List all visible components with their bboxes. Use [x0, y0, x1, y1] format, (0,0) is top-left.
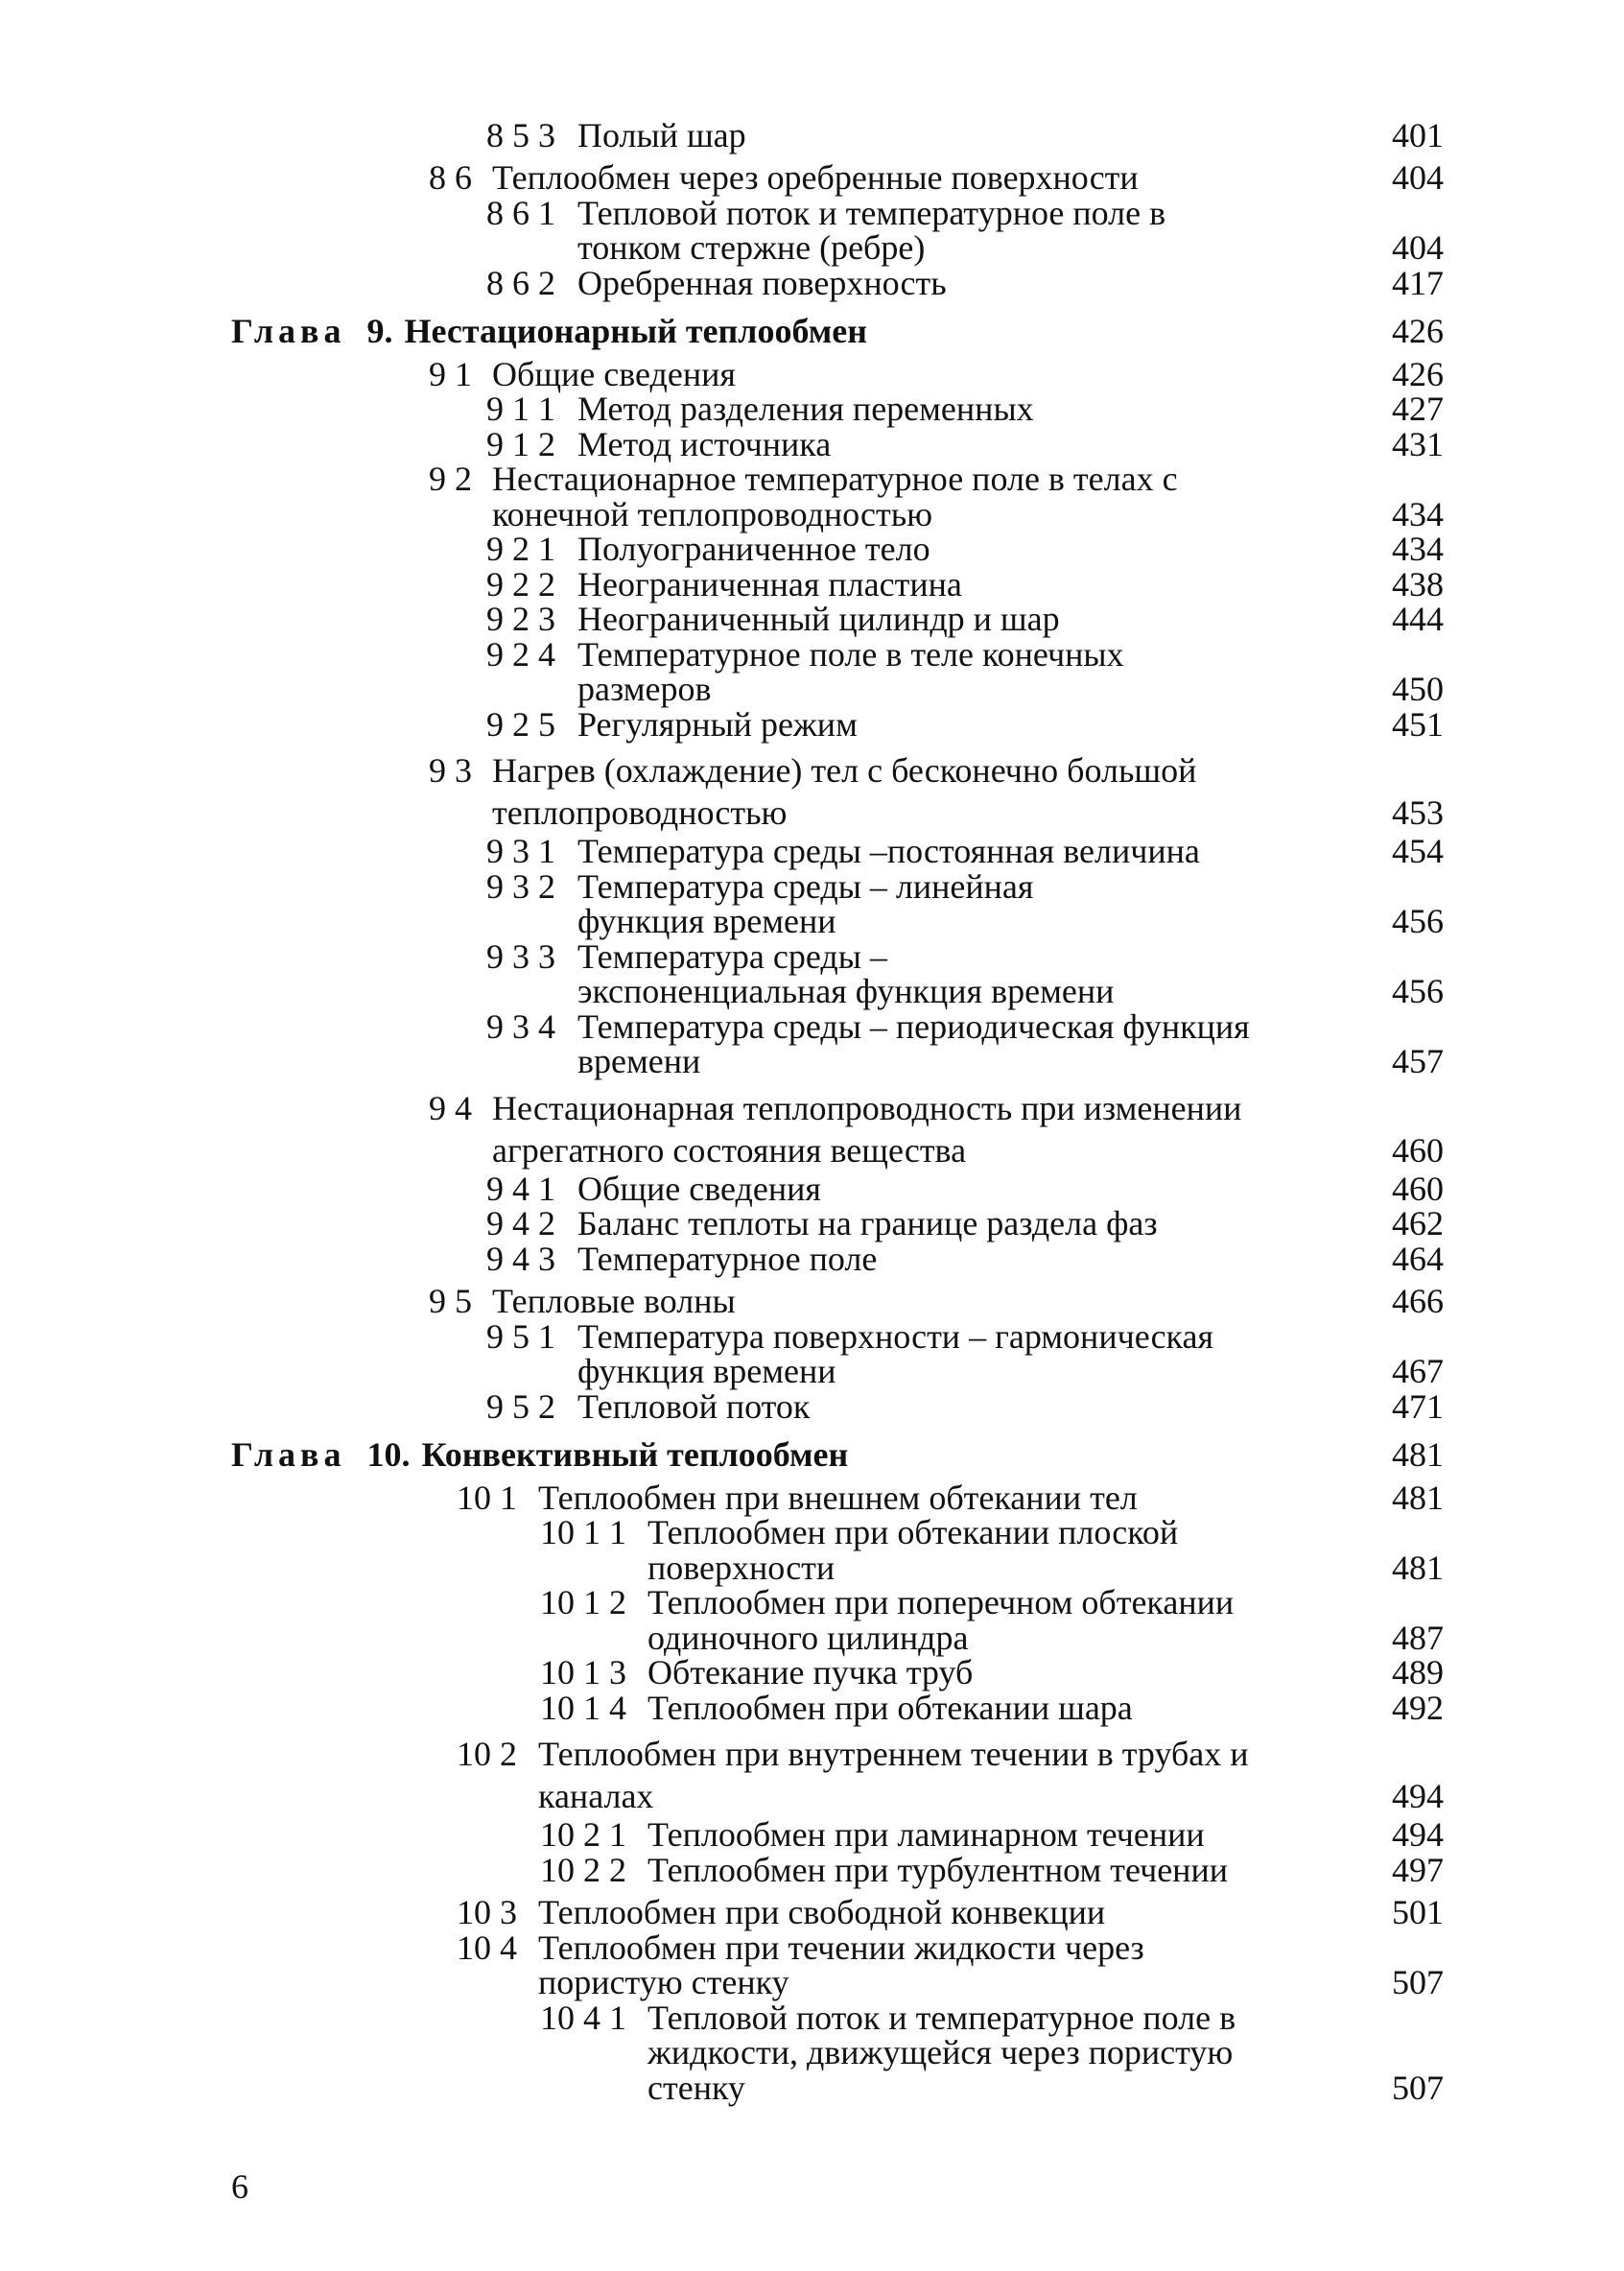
section-title: Теплообмен при турбулентном течении	[647, 1850, 1228, 1889]
section-number: 10 4 1	[540, 1998, 626, 2037]
section-title: Теплообмен при внешнем обтекании тел	[538, 1478, 1138, 1517]
chapter-label: Глава	[231, 312, 346, 350]
section-number: 9 2	[429, 460, 472, 498]
section-number: 10 1 3	[540, 1653, 626, 1691]
toc-entry	[231, 354, 1469, 393]
section-title: Температурное поле в теле конечных размеров	[577, 634, 1124, 708]
toc-entry	[231, 1655, 1469, 1691]
toc-entry	[231, 1006, 1469, 1080]
toc-entry	[231, 1515, 1469, 1585]
toc-entry	[231, 424, 1469, 463]
page-number: 444	[1392, 600, 1444, 638]
section-title: Тепловой поток и температурное поле в тонком стержне (ребре)	[577, 193, 1166, 267]
page-number: 507	[1392, 2068, 1444, 2107]
section-number: 9 2 2	[486, 564, 555, 603]
page-number: 489	[1392, 1653, 1444, 1691]
page-number: 487	[1392, 1618, 1444, 1657]
toc-entry	[231, 1930, 1469, 2000]
page-number: 481	[1392, 1548, 1444, 1587]
section-number: 9 3 1	[486, 832, 555, 870]
toc-entry	[231, 1316, 1469, 1390]
toc-entry	[231, 263, 1469, 302]
section-title: Полый шар	[577, 115, 746, 154]
section-title: Температура среды – линейная функция времени	[577, 866, 1034, 940]
page-number: 464	[1392, 1239, 1444, 1278]
chapter-number: 9.	[366, 312, 393, 350]
page-number: 466	[1392, 1282, 1444, 1320]
toc-entry	[231, 602, 1469, 637]
chapter-title: Конвективный теплообмен	[421, 1435, 849, 1474]
section-number: 9 3 4	[486, 1006, 555, 1046]
section-number: 9 2 1	[486, 530, 555, 568]
section-number: 9 4 1	[486, 1169, 555, 1208]
section-title: Метод разделения переменных	[577, 390, 1034, 428]
section-number: 8 6	[429, 158, 472, 197]
section-title: Теплообмен при обтекании шара	[647, 1688, 1133, 1727]
toc-entry	[231, 1817, 1469, 1853]
section-title: Нагрев (охлаждение) тел с бесконечно большой теплопроводностью	[492, 751, 1197, 832]
page-number: 451	[1392, 704, 1444, 744]
section-number: 9 2 3	[486, 600, 555, 638]
page-number: 426	[1392, 354, 1444, 393]
page-number: 417	[1392, 263, 1444, 302]
toc-entry	[231, 461, 1469, 532]
page-number: 438	[1392, 564, 1444, 603]
chapter-heading	[231, 1437, 1469, 1473]
page-number: 434	[1392, 530, 1444, 568]
page-number: 450	[1392, 670, 1444, 708]
chapter-label: Глава	[231, 1435, 346, 1474]
section-title: Оребренная поверхность	[577, 263, 947, 302]
section-number: 9 1	[429, 354, 472, 393]
section-number: 9 2 4	[486, 634, 555, 674]
section-title: Теплообмен при внутреннем течении в трубах и каналах	[538, 1735, 1249, 1815]
section-number: 9 4	[429, 1088, 472, 1127]
section-number: 10 2	[457, 1735, 517, 1773]
section-title: Регулярный режим	[577, 704, 858, 744]
toc-entry	[231, 193, 1469, 267]
toc-entry	[231, 2000, 1469, 2106]
page-number: 427	[1392, 390, 1444, 428]
section-title: Нестационарное температурное поле в телах с конечной теплопроводностью	[492, 460, 1178, 533]
page-number: 404	[1392, 228, 1444, 267]
toc-entry	[231, 116, 1469, 153]
section-number: 10 1 4	[540, 1688, 626, 1727]
toc-entry	[231, 749, 1469, 834]
page-number: 454	[1392, 832, 1444, 870]
section-title: Общие сведения	[577, 1169, 821, 1208]
section-title: Неограниченный цилиндр и шар	[577, 600, 1060, 638]
section-title: Теплообмен при ламинарном течении	[647, 1815, 1205, 1854]
section-number: 9 1 1	[486, 390, 555, 428]
page-footer-number: 6	[231, 2167, 248, 2206]
page-number: 457	[1392, 1042, 1444, 1080]
section-number: 8 6 1	[486, 193, 555, 232]
section-title: Обтекание пучка труб	[647, 1653, 974, 1691]
section-title: Тепловые волны	[492, 1282, 736, 1320]
section-title: Температурное поле	[577, 1239, 878, 1278]
section-number: 9 3	[429, 751, 472, 790]
section-title: Теплообмен при обтекании плоской поверхности	[647, 1513, 1179, 1587]
section-number: 10 3	[457, 1893, 517, 1931]
section-title: Теплообмен при поперечном обтекании одиночного цилиндра	[647, 1583, 1235, 1657]
page-number: 494	[1392, 1815, 1444, 1854]
section-title: Температура среды – экспоненциальная функция времени	[577, 936, 1115, 1010]
page-number: 426	[1392, 312, 1444, 350]
section-number: 9 4 3	[486, 1239, 555, 1278]
page-number: 456	[1392, 972, 1444, 1010]
toc-entry	[231, 1386, 1469, 1426]
section-title: Баланс теплоты на границе раздела фаз	[577, 1204, 1158, 1242]
toc-entry	[231, 391, 1469, 427]
section-title: Общие сведения	[492, 354, 736, 393]
section-number: 9 5	[429, 1282, 472, 1320]
toc-entry	[231, 1585, 1469, 1655]
section-number: 9 1 2	[486, 424, 555, 463]
page-number: 453	[1392, 793, 1444, 832]
page-number: 456	[1392, 902, 1444, 940]
page-number: 401	[1392, 115, 1444, 154]
section-number: 10 4	[457, 1928, 517, 1967]
page-number: 507	[1392, 1963, 1444, 2001]
toc-entry	[231, 1733, 1469, 1817]
section-number: 9 5 1	[486, 1316, 555, 1356]
toc-entry	[231, 532, 1469, 567]
toc-entry	[231, 1206, 1469, 1242]
page-number: 501	[1392, 1893, 1444, 1931]
toc-entry	[231, 704, 1469, 744]
page-number: 460	[1392, 1130, 1444, 1170]
toc-entry	[231, 866, 1469, 940]
chapter-number: 10.	[366, 1435, 411, 1474]
section-number: 10 1 2	[540, 1583, 626, 1621]
section-number: 10 1	[457, 1478, 517, 1517]
toc-entry	[231, 1480, 1469, 1516]
section-number: 9 3 3	[486, 936, 555, 976]
section-title: Температура среды – периодическая функция времени	[577, 1006, 1250, 1080]
page-number: 471	[1392, 1386, 1444, 1426]
toc-entry	[231, 1284, 1469, 1319]
section-title: Температура среды –постоянная величина	[577, 832, 1200, 870]
section-number: 10 1 1	[540, 1513, 626, 1551]
section-title: Теплообмен через оребренные поверхности	[492, 158, 1139, 197]
toc-entry	[231, 160, 1469, 196]
page-number: 434	[1392, 494, 1444, 533]
page-number: 481	[1392, 1478, 1444, 1517]
toc-entry	[231, 1850, 1469, 1889]
section-number: 10 2 2	[540, 1850, 626, 1889]
chapter-heading	[231, 314, 1469, 349]
page-number: 467	[1392, 1352, 1444, 1390]
section-title: Тепловой поток	[577, 1386, 811, 1426]
toc-entry	[231, 834, 1469, 869]
section-title: Тепловой поток и температурное поле в жидкости, движущейся через пористую стенку	[647, 1998, 1236, 2107]
toc-entry	[231, 634, 1469, 708]
section-number: 9 4 2	[486, 1204, 555, 1242]
section-number: 9 5 2	[486, 1386, 555, 1426]
toc-entry	[231, 1087, 1469, 1171]
toc-entry	[231, 1688, 1469, 1727]
page-number: 492	[1392, 1688, 1444, 1727]
page-number: 497	[1392, 1850, 1444, 1889]
section-number: 8 6 2	[486, 263, 555, 302]
section-number: 9 2 5	[486, 704, 555, 744]
section-number: 10 2 1	[540, 1815, 626, 1854]
section-title: Теплообмен при свободной конвекции	[538, 1893, 1106, 1931]
chapter-title: Нестационарный теплообмен	[404, 312, 867, 350]
section-title: Нестационарная теплопроводность при изменении агрегатного состояния вещества	[492, 1088, 1242, 1170]
page-number: 460	[1392, 1169, 1444, 1208]
section-title: Метод источника	[577, 424, 832, 463]
toc-entry	[231, 1895, 1469, 1930]
toc-entry	[231, 1171, 1469, 1207]
section-title: Полуограниченное тело	[577, 530, 930, 568]
page-number: 481	[1392, 1435, 1444, 1474]
page-number: 494	[1392, 1777, 1444, 1815]
page-number: 404	[1392, 158, 1444, 197]
toc-entry	[231, 936, 1469, 1010]
section-number: 8 5 3	[486, 115, 555, 154]
toc-entry	[231, 1239, 1469, 1278]
section-title: Теплообмен при течении жидкости через пористую стенку	[538, 1928, 1144, 2001]
page-number: 431	[1392, 424, 1444, 463]
section-title: Температура поверхности – гармоническая функция времени	[577, 1316, 1214, 1390]
toc-entry	[231, 564, 1469, 603]
section-title: Неограниченная пластина	[577, 564, 962, 603]
section-number: 9 3 2	[486, 866, 555, 906]
page-number: 462	[1392, 1204, 1444, 1242]
table-of-contents	[231, 116, 1469, 2105]
